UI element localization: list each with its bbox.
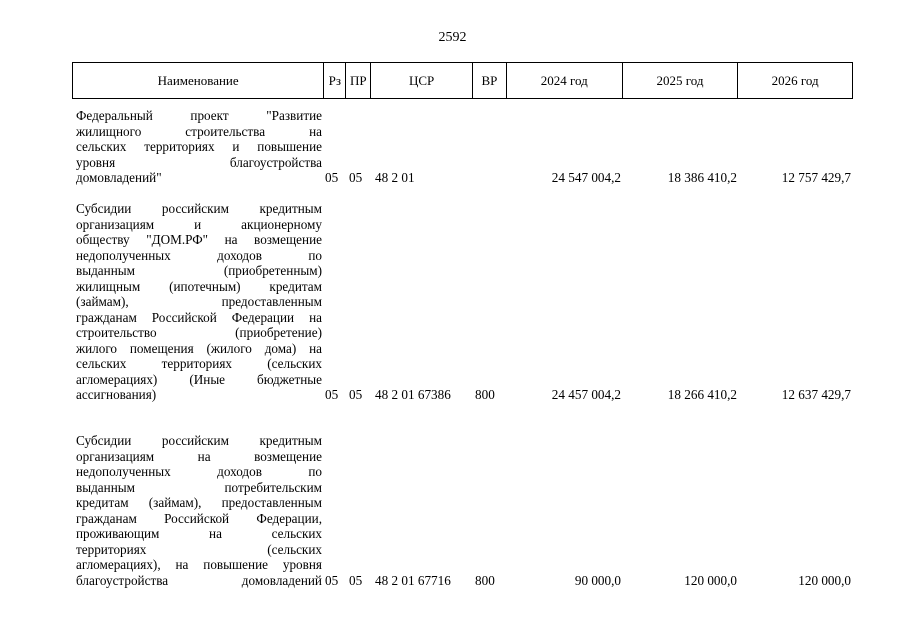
row-name-line: организациям на возмещение	[76, 448, 322, 464]
row-name-line: проживающим на сельских	[76, 526, 322, 541]
row-name	[76, 433, 322, 588]
cell-vr: 800	[475, 573, 495, 588]
cell-2026: 12 757 429,7	[781, 170, 851, 185]
cell-csr: 48 2 01 67386	[375, 387, 451, 402]
table-header	[72, 62, 853, 99]
row-name-line: Субсидии российским кредитным	[76, 433, 322, 448]
row-name-line: ассигнования)	[76, 387, 157, 402]
cell-csr: 48 2 01	[375, 170, 415, 185]
row-name-line: гражданам Российской Федерации,	[76, 510, 322, 526]
cell-2026: 12 637 429,7	[781, 387, 851, 402]
row-name-line: гражданам Российской Федерации на	[76, 309, 322, 325]
cell-vr: 800	[475, 387, 495, 402]
page-number: 2592	[438, 30, 467, 45]
row-name-line: жилищного строительства на	[76, 123, 322, 139]
header-2025: 2025 год	[623, 63, 739, 98]
row-name-line: (займам), предоставленным	[76, 294, 322, 309]
cell-2024: 24 547 004,2	[551, 170, 621, 185]
cell-2025: 18 386 410,2	[667, 170, 737, 185]
header-2024: 2024 год	[507, 63, 623, 98]
row-values	[72, 387, 853, 403]
cell-rz: 05	[325, 573, 339, 588]
header-csr: ЦСР	[371, 63, 473, 98]
cell-2025: 18 266 410,2	[667, 387, 737, 402]
row-values	[72, 573, 853, 589]
cell-2026: 120 000,0	[798, 573, 851, 588]
row-name-line: строительство (приобретение)	[76, 325, 322, 340]
cell-2024: 24 457 004,2	[551, 387, 621, 402]
cell-pr: 05	[349, 387, 363, 402]
row-name-line: территориях (сельских	[76, 541, 322, 557]
row-name-line: Субсидии российским кредитным	[76, 201, 322, 216]
row-values	[72, 170, 853, 186]
cell-rz: 05	[325, 387, 339, 402]
row-name	[76, 201, 322, 403]
row-name-line: жилого помещения (жилого дома) на	[76, 340, 322, 356]
row-name-line: обществу "ДОМ.РФ" на возмещение	[76, 232, 322, 247]
header-pr: ПР	[346, 63, 371, 98]
row-name-line: агломерациях), на повышение уровня	[76, 557, 322, 572]
row-name-line: недополученных доходов по	[76, 247, 322, 263]
row-name-line: сельских территориях и повышение	[76, 139, 322, 154]
row-name-line: жилищным (ипотечным) кредитам	[76, 278, 322, 294]
cell-pr: 05	[349, 573, 363, 588]
cell-pr: 05	[349, 170, 363, 185]
cell-csr: 48 2 01 67716	[375, 573, 451, 588]
header-name: Наименование	[73, 63, 324, 98]
row-name-line: уровня благоустройства	[76, 154, 322, 170]
row-name-line: Федеральный проект "Развитие	[76, 108, 322, 123]
cell-rz: 05	[325, 170, 339, 185]
row-name-line: недополученных доходов по	[76, 464, 322, 479]
row-name-line: кредитам (займам), предоставленным	[76, 495, 322, 510]
row-name-line: выданным потребительским	[76, 479, 322, 495]
row-name-line: благоустройства домовладений	[76, 572, 322, 588]
row-name-line: домовладений"	[76, 170, 162, 185]
cell-2025: 120 000,0	[684, 573, 737, 588]
row-name-line: сельских территориях (сельских	[76, 356, 322, 371]
header-vr: ВР	[473, 63, 507, 98]
row-name-line: выданным (приобретенным)	[76, 263, 322, 278]
header-rz: Рз	[324, 63, 346, 98]
row-name-line: организациям и акционерному	[76, 216, 322, 232]
header-2026: 2026 год	[771, 72, 819, 88]
row-name-line: агломерациях) (Иные бюджетные	[76, 371, 322, 387]
cell-2024: 90 000,0	[574, 573, 621, 588]
